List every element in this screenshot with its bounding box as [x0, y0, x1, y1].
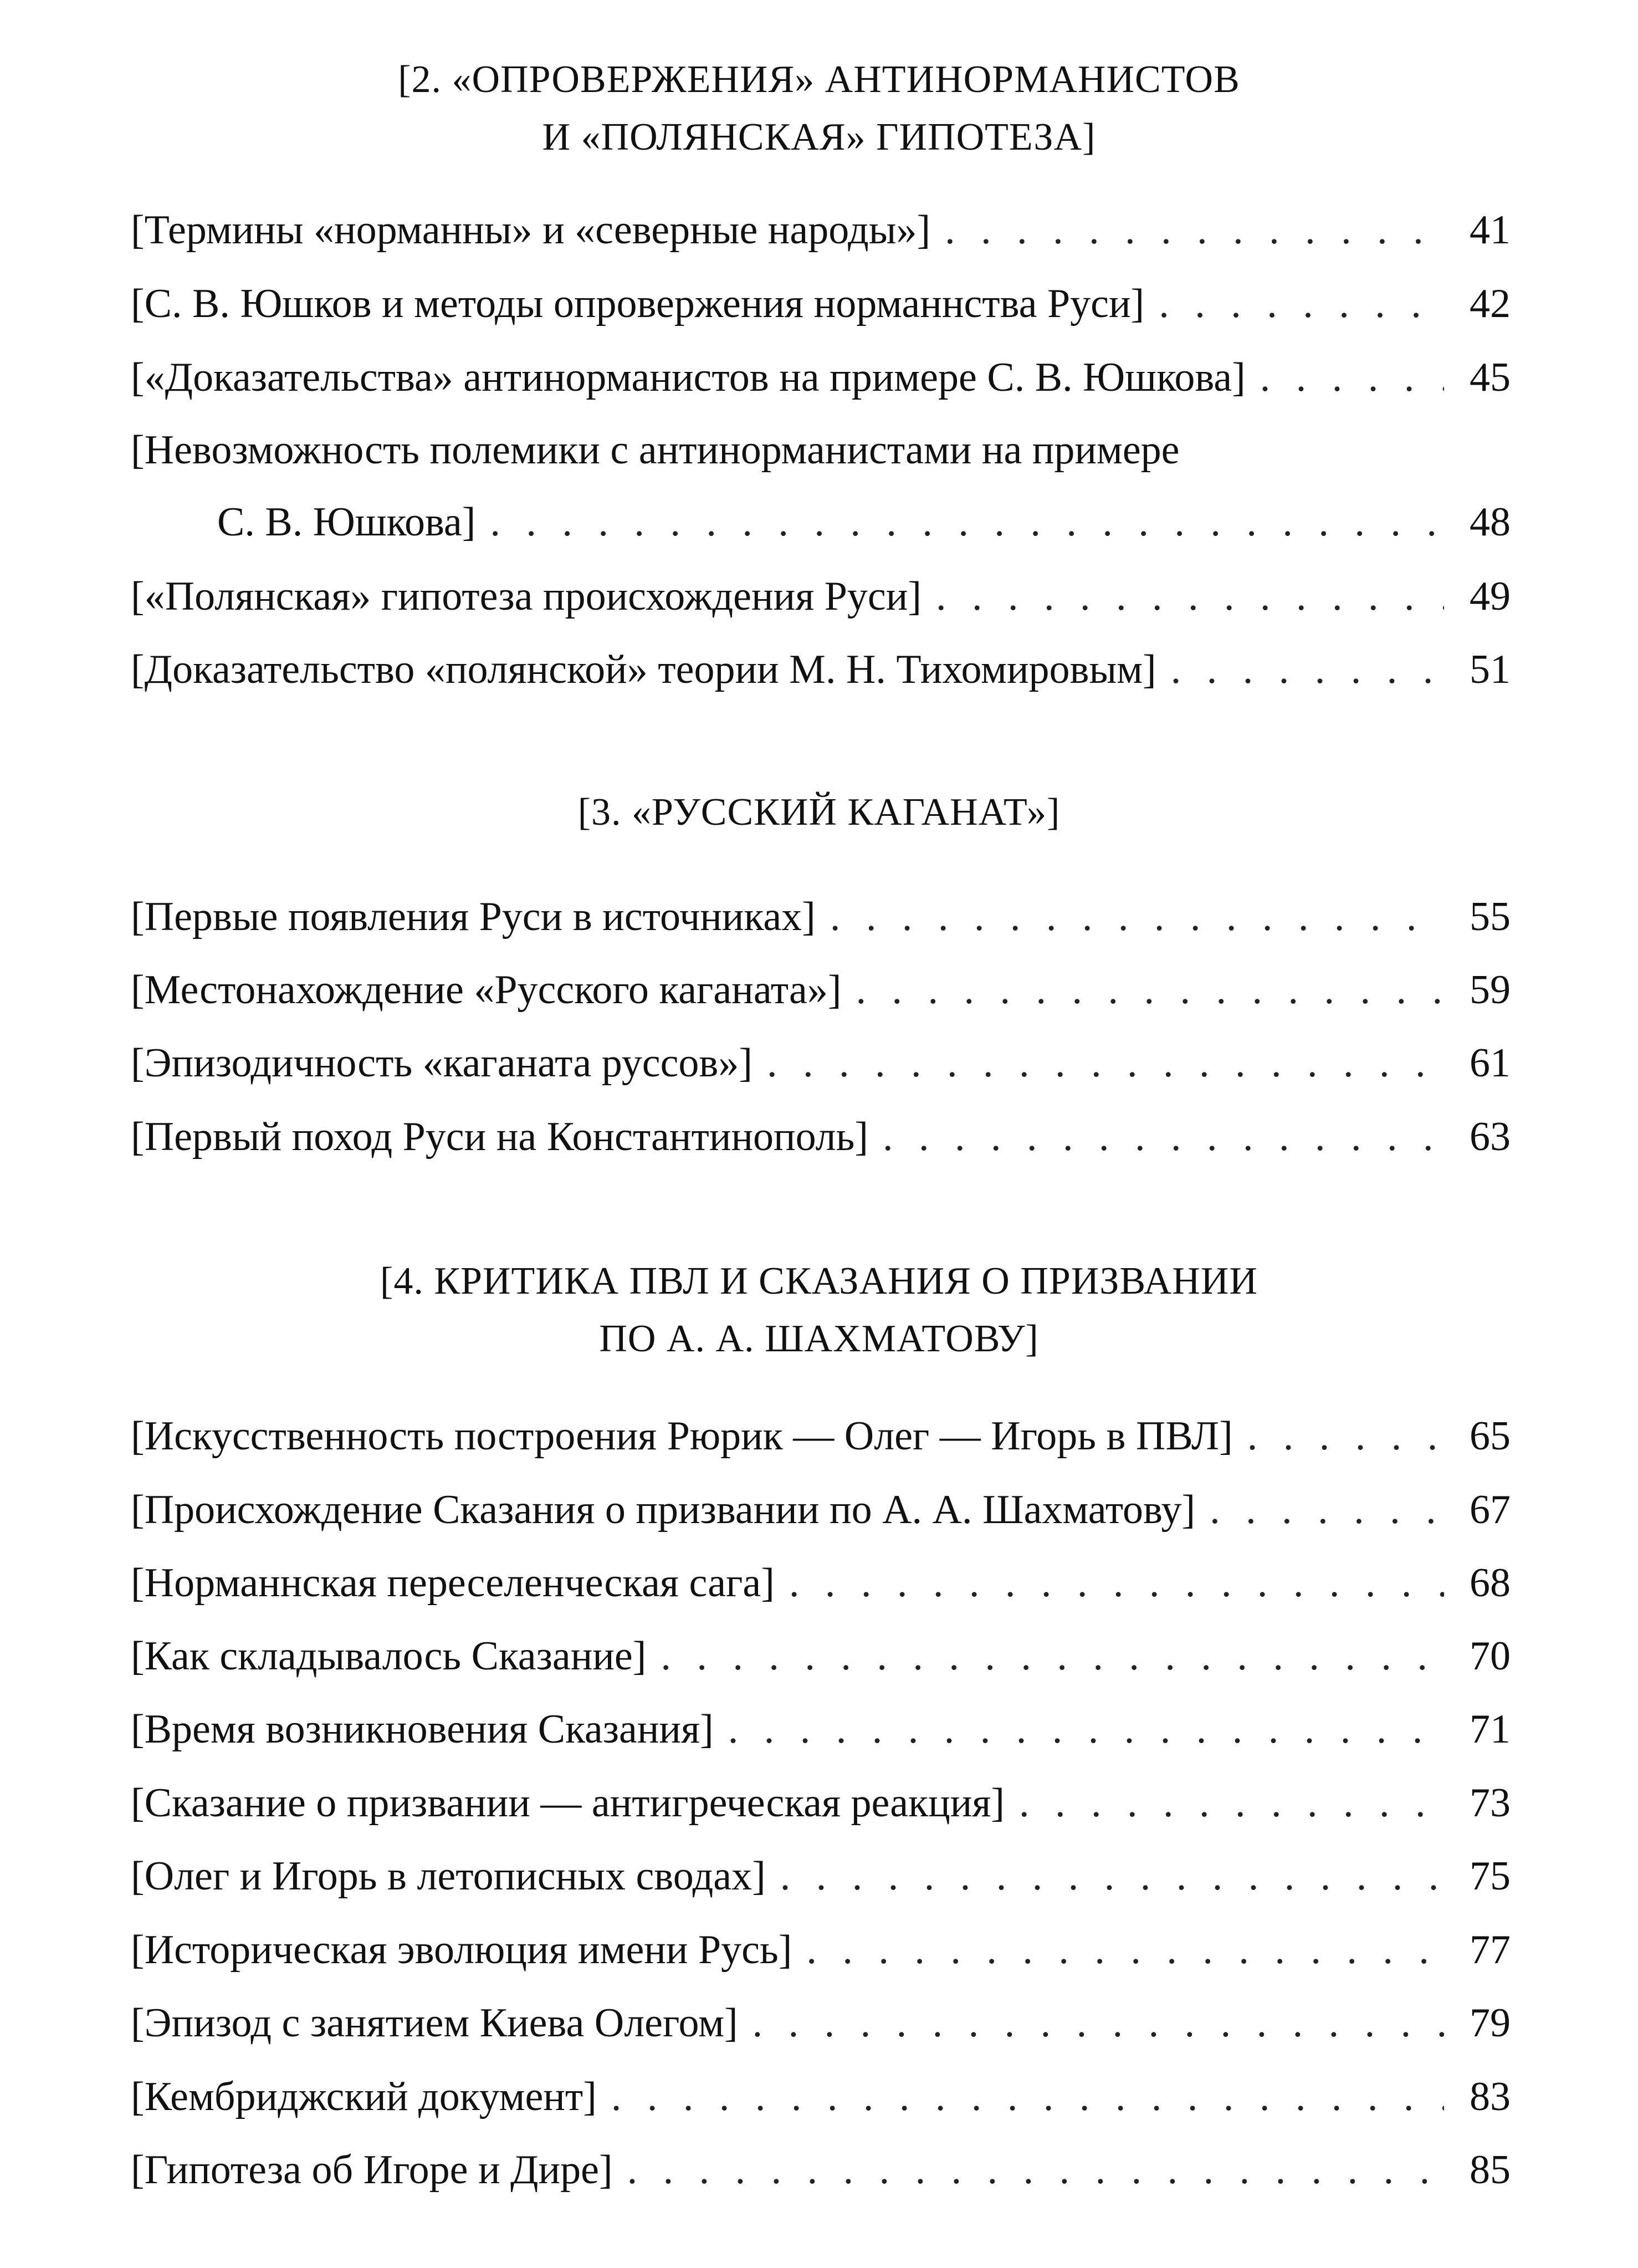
toc-entry[interactable] [131, 888, 1511, 946]
toc-entry[interactable] [131, 1847, 1511, 1906]
section-4-heading [0, 1253, 1638, 1368]
toc-entry-page: 51 [1470, 647, 1511, 692]
dot-leader [661, 1627, 1444, 1685]
section-2-heading [0, 51, 1638, 166]
dot-leader [1260, 349, 1444, 407]
toc-entry[interactable] [131, 961, 1511, 1019]
toc-entry[interactable] [131, 349, 1511, 407]
dot-leader [806, 1921, 1444, 1979]
toc-entry-page: 55 [1470, 894, 1511, 939]
section-3-heading-line-1: [3. «РУССКИЙ КАГАНАТ»] [577, 791, 1061, 834]
dot-leader [1019, 1774, 1444, 1832]
toc-entry[interactable] [131, 1034, 1511, 1092]
toc-entry-title: [Как складывалось Сказание] [131, 1633, 647, 1679]
toc-entry[interactable] [131, 1994, 1511, 2052]
toc-entry-page: 42 [1470, 281, 1511, 326]
toc-entry-page: 49 [1470, 574, 1511, 619]
toc-entry[interactable] [131, 568, 1511, 626]
toc-entry-title: [С. В. Юшков и методы опровержения норманнства Руси] [131, 281, 1145, 326]
toc-entry[interactable] [131, 2141, 1511, 2199]
toc-entry[interactable] [131, 1407, 1511, 1465]
toc-entry[interactable] [131, 1108, 1511, 1166]
toc-entry-page: 75 [1470, 1853, 1511, 1899]
toc-entry-title: [Время возникновения Сказания] [131, 1707, 714, 1752]
toc-entry-page: 65 [1470, 1413, 1511, 1459]
dot-leader [1171, 641, 1444, 699]
dot-leader [780, 1847, 1444, 1906]
dot-leader [883, 1108, 1444, 1166]
toc-entry-page: 85 [1470, 2147, 1511, 2193]
dot-leader [789, 1554, 1444, 1612]
dot-leader [611, 2068, 1444, 2126]
toc-entry-title: [«Доказательства» антинорманистов на примере С. В. Юшкова] [131, 355, 1246, 400]
toc-entry-title: [Сказание о призвании — антигреческая реакция] [131, 1780, 1005, 1826]
toc-entry-title: [Эпизод с занятием Киева Олегом] [131, 2000, 738, 2046]
toc-entry-page: 83 [1470, 2074, 1511, 2119]
toc-entry[interactable] [131, 1700, 1511, 1759]
toc-entry-title: [Первые появления Руси в источниках] [131, 894, 816, 939]
toc-entry-page: 45 [1470, 355, 1511, 400]
section-4-heading-line-2: ПО А. А. ШАХМАТОВУ] [599, 1317, 1039, 1360]
toc-entry[interactable] [131, 201, 1511, 259]
section-2-heading-line-2: И «ПОЛЯНСКАЯ» ГИПОТЕЗА] [542, 116, 1096, 159]
section-4-heading-line-1: [4. КРИТИКА ПВЛ И СКАЗАНИЯ О ПРИЗВАНИИ [380, 1260, 1258, 1302]
dot-leader [767, 1034, 1444, 1092]
toc-entry-title: [Историческая эволюция имени Русь] [131, 1927, 792, 1973]
toc-entry-page: 61 [1470, 1040, 1511, 1086]
toc-entry-page: 59 [1470, 967, 1511, 1013]
toc-entry-page: 68 [1470, 1560, 1511, 1606]
dot-leader [1159, 275, 1444, 333]
toc-entry[interactable] [131, 1554, 1511, 1612]
dot-leader [627, 2141, 1444, 2199]
toc-entry[interactable] [131, 641, 1511, 699]
toc-entry-title: [«Полянская» гипотеза происхождения Руси] [131, 574, 922, 619]
toc-entry-page: 70 [1470, 1633, 1511, 1679]
dot-leader [1247, 1407, 1444, 1465]
dot-leader [936, 568, 1444, 626]
dot-leader [753, 1994, 1444, 2052]
toc-entry-page: 48 [1470, 499, 1511, 545]
toc-entry[interactable] [131, 275, 1511, 333]
toc-entry[interactable] [131, 2068, 1511, 2126]
section-3-heading [0, 784, 1638, 841]
toc-entry-title: [Происхождение Сказания о призвании по А. А. Шахматову] [131, 1487, 1196, 1533]
toc-entry[interactable] [131, 1921, 1511, 1979]
toc-entry-page: 79 [1470, 2000, 1511, 2046]
toc-entry-title: [Кембриджский документ] [131, 2074, 597, 2119]
toc-entry[interactable] [131, 1627, 1511, 1685]
toc-entry-title: С. В. Юшкова] [217, 499, 476, 545]
toc-entry-title: [Местонахождение «Русского каганата»] [131, 967, 842, 1013]
dot-leader [1210, 1481, 1444, 1539]
toc-entry-title-line-1: [Невозможность полемики с антинорманистами на примере [131, 427, 1180, 473]
toc-entry-page: 67 [1470, 1487, 1511, 1533]
toc-entry-page: 63 [1470, 1114, 1511, 1159]
toc-entry-title: [Термины «норманны» и «северные народы»] [131, 207, 931, 253]
toc-entry-title: [Эпизодичность «каганата руссов»] [131, 1040, 753, 1086]
dot-leader [945, 201, 1444, 259]
toc-entry-page: 41 [1470, 207, 1511, 253]
dot-leader [856, 961, 1445, 1019]
toc-entry-page: 71 [1470, 1707, 1511, 1752]
toc-entry-title: [Доказательство «полянской» теории М. Н. Тихомировым] [131, 647, 1156, 692]
dot-leader [490, 493, 1444, 551]
toc-entry[interactable] [131, 1481, 1511, 1539]
toc-entry[interactable] [217, 493, 1511, 551]
toc-entry-title: [Гипотеза об Игоре и Дире] [131, 2147, 613, 2193]
dot-leader [728, 1700, 1444, 1759]
toc-entry-page: 77 [1470, 1927, 1511, 1973]
section-2-heading-line-1: [2. «ОПРОВЕРЖЕНИЯ» АНТИНОРМАНИСТОВ [398, 58, 1240, 101]
toc-entry-title: [Олег и Игорь в летописных сводах] [131, 1853, 766, 1899]
toc-entry-page: 73 [1470, 1780, 1511, 1826]
toc-entry-title: [Первый поход Руси на Константинополь] [131, 1114, 868, 1159]
toc-entry-title: [Искусственность построения Рюрик — Олег — Игорь в ПВЛ] [131, 1413, 1233, 1459]
toc-entry[interactable] [131, 1774, 1511, 1832]
toc-entry-title: [Норманнская переселенческая сага] [131, 1560, 775, 1606]
dot-leader [830, 888, 1444, 946]
